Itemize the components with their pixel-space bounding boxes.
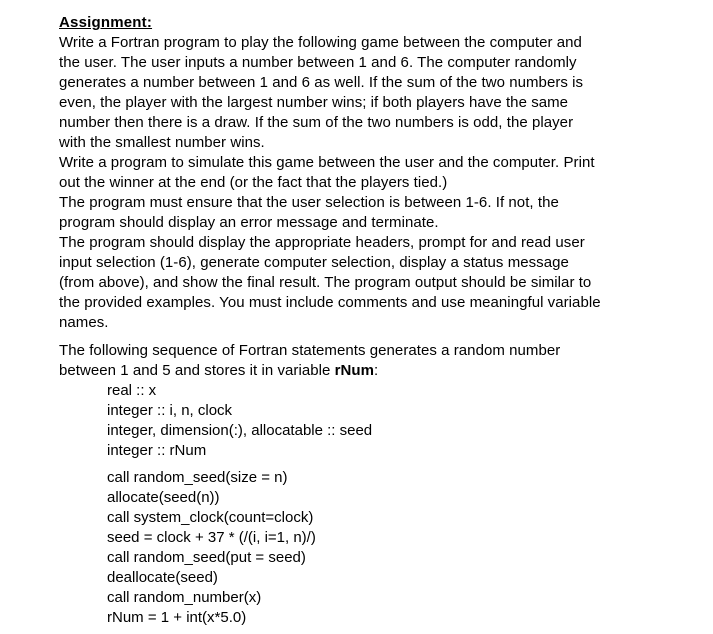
text-line: The program should display the appropriate headers, prompt for and read user xyxy=(59,234,585,251)
text-line: program should display an error message and terminate. xyxy=(59,214,439,231)
text-fragment: between 1 and 5 and stores it in variable xyxy=(59,362,335,379)
assignment-heading: Assignment: xyxy=(59,14,153,31)
paragraph-game-rules xyxy=(59,33,699,153)
text-line: The following sequence of Fortran statements generates a random number xyxy=(59,342,561,359)
code-line: rNum = 1 + int(x*5.0) xyxy=(107,609,247,626)
text-line: out the winner at the end (or the fact that the players tied.) xyxy=(59,174,448,191)
code-statements xyxy=(107,468,699,628)
paragraph-validation xyxy=(59,193,699,233)
spacer xyxy=(59,461,699,468)
code-line: call system_clock(count=clock) xyxy=(107,509,314,526)
code-declarations xyxy=(107,381,699,461)
text-line xyxy=(59,361,699,381)
text-line: number then there is a draw. If the sum of the two numbers is odd, the player xyxy=(59,114,574,131)
code-line: seed = clock + 37 * (/(i, i=1, n)/) xyxy=(107,529,316,546)
code-line: integer :: i, n, clock xyxy=(107,402,233,419)
code-line: real :: x xyxy=(107,382,157,399)
text-fragment: : xyxy=(373,362,379,379)
paragraph-simulate xyxy=(59,153,699,193)
text-line: the user. The user inputs a number between 1 and 6. The computer randomly xyxy=(59,54,577,71)
code-line: call random_seed(put = seed) xyxy=(107,549,306,566)
code-line: integer, dimension(:), allocatable :: seed xyxy=(107,422,373,439)
text-line: names. xyxy=(59,314,109,331)
text-line: even, the player with the largest number wins; if both players have the same xyxy=(59,94,569,111)
variable-name-rnum: rNum xyxy=(334,362,374,379)
spacer xyxy=(59,333,699,341)
text-line: the provided examples. You must include comments and use meaningful variable xyxy=(59,294,601,311)
text-line: (from above), and show the final result. The program output should be similar to xyxy=(59,274,592,291)
text-line: The program must ensure that the user selection is between 1-6. If not, the xyxy=(59,194,559,211)
code-line: call random_number(x) xyxy=(107,589,262,606)
text-line: Write a program to simulate this game between the user and the computer. Print xyxy=(59,154,595,171)
code-line: deallocate(seed) xyxy=(107,569,218,586)
code-line: call random_seed(size = n) xyxy=(107,469,288,486)
text-line: with the smallest number wins. xyxy=(59,134,265,151)
code-line: integer :: rNum xyxy=(107,442,207,459)
paragraph-random-intro xyxy=(59,341,699,381)
assignment-document xyxy=(59,13,699,628)
text-line: input selection (1-6), generate computer selection, display a status message xyxy=(59,254,569,271)
paragraph-output-requirements xyxy=(59,233,699,333)
text-line: Write a Fortran program to play the following game between the computer and xyxy=(59,34,582,51)
code-line: allocate(seed(n)) xyxy=(107,489,220,506)
text-line: generates a number between 1 and 6 as well. If the sum of the two numbers is xyxy=(59,74,584,91)
